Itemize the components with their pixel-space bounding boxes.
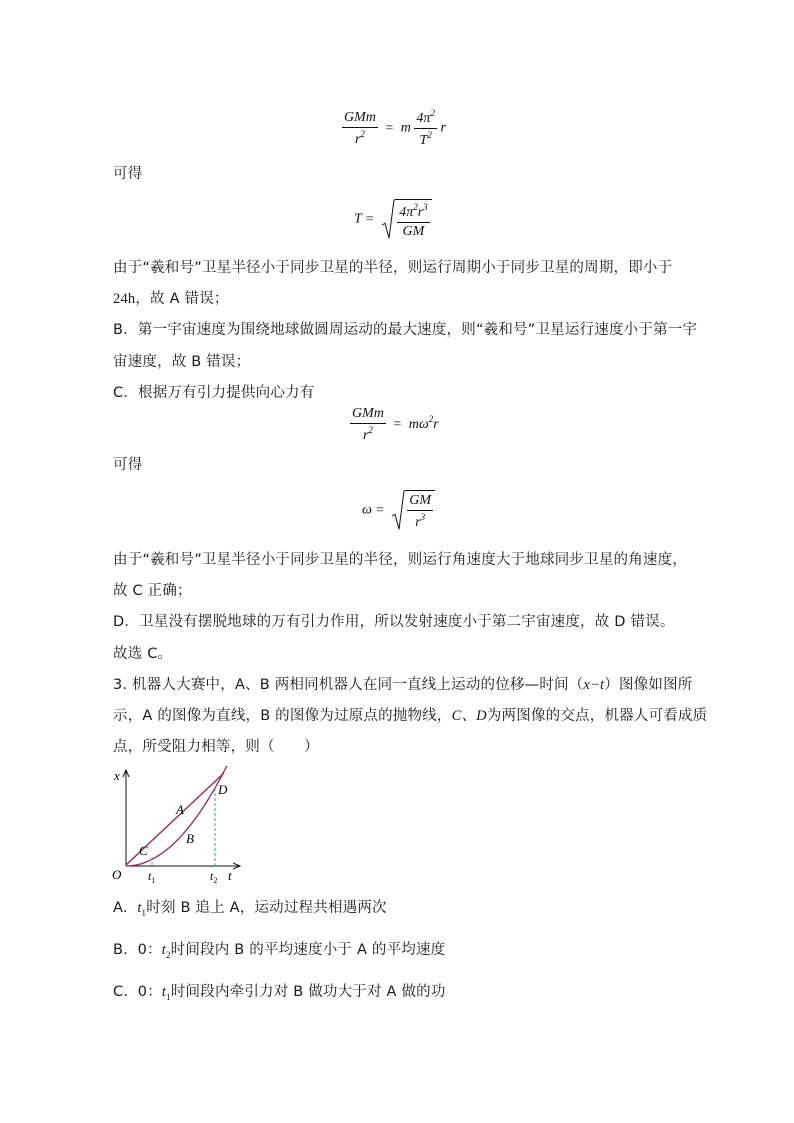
option-a[interactable]: A. $t_1$时刻 B 追上 A，运动过程共相遇两次 (113, 900, 387, 918)
tick-t1: $t_1$ (148, 869, 156, 885)
origin-label: O (112, 867, 122, 882)
label-d: D (218, 782, 228, 797)
text-line: C．根据万有引力提供向心力有 (113, 385, 315, 401)
square-root: $\frac{GM}{r^3}$ (391, 490, 435, 531)
text-line: 宙速度，故 B 错误； (113, 354, 251, 370)
label-c: C (139, 843, 148, 858)
radical-icon (381, 199, 395, 240)
question-3-line: 3. 机器人大赛中，A、B 两相同机器人在同一直线上运动的位移—时间（x−t）图像如图所 (113, 677, 693, 693)
tick-t2: $t_2$ (210, 869, 218, 885)
formula-period: T = $\frac{4\pi^2r^3}{GM}$ (354, 199, 432, 240)
text-line: 由于“羲和号”卫星半径小于同步卫星的半径，则运行角速度大于地球同步卫星的角速度， (113, 552, 688, 568)
text-line: 24h，故 A 错误； (113, 291, 229, 307)
denominator: $r^2$ (342, 127, 378, 148)
y-axis-label: x (114, 768, 120, 783)
text-line: D．卫星没有摆脱地球的万有引力作用，所以发射速度小于第二宇宙速度，故 D 错误。 (113, 614, 675, 630)
x-axis-label: t (228, 868, 232, 883)
label-a: A (176, 802, 184, 817)
text-line: 故 C 正确； (113, 583, 192, 599)
formula-gravitation-period: $\frac{\text{GMm}}{r^2}$ = m $\frac{4\pi^2}{T^2}$ r (344, 108, 446, 148)
formula-omega: ω = $\frac{GM}{r^3}$ (362, 490, 435, 531)
formula-angular: $\frac{\text{GMm}}{r^2}$ = $m\omega^2r$ (352, 406, 439, 443)
text-line: 由于“羲和号”卫星半径小于同步卫星的半径，则运行周期小于同步卫星的周期，即小于 (113, 260, 673, 276)
fraction (342, 110, 378, 148)
radius-symbol: r (440, 120, 446, 136)
radical-icon (391, 490, 405, 531)
text-line: 可得 (113, 457, 143, 473)
text-line: 故选 C。 (113, 646, 173, 662)
mass-symbol: m (400, 120, 411, 136)
square-root: $\frac{4\pi^2r^3}{GM}$ (381, 199, 431, 240)
numerator: GMm (344, 109, 376, 125)
question-3-line: 点，所受阻力相等，则（ ） (113, 739, 319, 755)
xt-graph (110, 766, 250, 888)
text-line: B．第一宇宙速度为围绕地球做圆周运动的最大速度，则“羲和号”卫星运行速度小于第一宇 (113, 322, 698, 338)
label-b: B (186, 831, 194, 846)
fraction: $\frac{4\pi^2}{T^2}$ (416, 108, 435, 148)
option-b[interactable]: B. 0：$t_2$时间段内 B 的平均速度小于 A 的平均速度 (113, 942, 446, 960)
question-3-line: 示，A 的图像为直线，B 的图像为过原点的抛物线，C、D为两图像的交点，机器人可看成质 (113, 708, 708, 724)
option-c[interactable]: C. 0：$t_1$时间段内牵引力对 B 做功大于对 A 做的功 (113, 984, 446, 1002)
text-line: 可得 (113, 166, 143, 182)
